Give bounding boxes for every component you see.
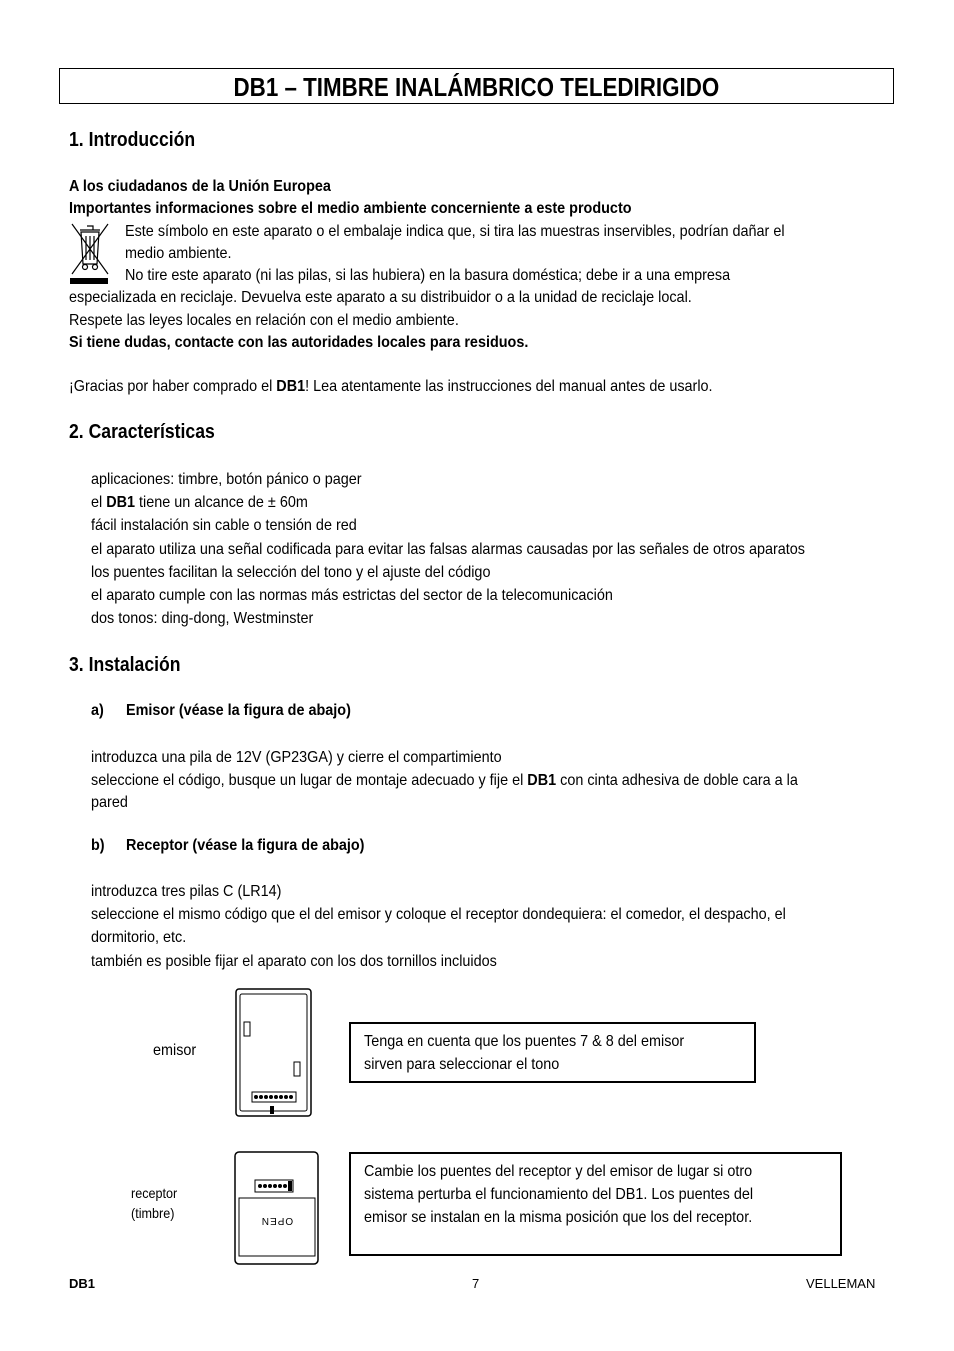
- emitter-step: seleccione el código, busque un lugar de montaje adecuado y fije el DB1 con cinta adhesiva de doble cara a la: [91, 772, 798, 789]
- feature-item: el DB1 tiene un alcance de ± 60m: [91, 494, 308, 511]
- feature-item: fácil instalación sin cable o tensión de red: [91, 517, 357, 534]
- page-title: DB1 – TIMBRE INALÁMBRICO TELEDIRIGIDO: [233, 72, 720, 102]
- feature-item: dos tonos: ding-dong, Westminster: [91, 610, 314, 627]
- contact-authorities-text: Si tiene dudas, contacte con las autoridades locales para residuos.: [69, 334, 529, 351]
- subsection-a-label: a): [91, 702, 104, 719]
- weee-bin-icon: [68, 220, 112, 286]
- feature-item: aplicaciones: timbre, botón pánico o pager: [91, 471, 362, 488]
- page-title-box: [59, 68, 894, 104]
- note-receiver-line1: Cambie los puentes del receptor y del emisor de lugar si otro: [364, 1163, 753, 1180]
- open-label: OPEN: [260, 1215, 294, 1226]
- eu-heading: A los ciudadanos de la Unión Europea: [69, 178, 331, 195]
- emitter-step: pared: [91, 794, 128, 811]
- receiver-step: seleccione el mismo código que el del emisor y coloque el receptor dondequiera: el comedor, el despacho, el: [91, 906, 786, 923]
- note-receiver-line2: sistema perturba el funcionamiento del DB1. Los puentes del: [364, 1186, 754, 1203]
- section-3-heading: 3. Instalación: [69, 654, 181, 676]
- feature-item: el aparato cumple con las normas más estrictas del sector de la telecomunicación: [91, 587, 613, 604]
- symbol-text-line2: medio ambiente.: [125, 245, 232, 262]
- disposal-text-line1: No tire este aparato (ni las pilas, si las hubiera) en la basura doméstica; debe ir a una empresa: [125, 267, 731, 284]
- emitter-step: introduzca una pila de 12V (GP23GA) y cierre el compartimiento: [91, 749, 502, 766]
- receiver-label-sub: (timbre): [131, 1205, 175, 1221]
- emitter-label: emisor: [153, 1042, 197, 1059]
- receiver-step: dormitorio, etc.: [91, 929, 187, 946]
- note-emitter-line2: sirven para seleccionar el tono: [364, 1056, 560, 1073]
- receiver-label: receptor: [131, 1185, 178, 1201]
- disposal-text-line2: especializada en reciclaje. Devuelva este aparato a su distribuidor o a la unidad de reciclaje local.: [69, 289, 692, 306]
- footer-page-number: 7: [472, 1276, 480, 1291]
- receiver-diagram: [233, 1150, 321, 1266]
- environment-heading: Importantes informaciones sobre el medio ambiente concerniente a este producto: [69, 200, 632, 217]
- receiver-step: también es posible fijar el aparato con los dos tornillos incluidos: [91, 953, 497, 970]
- footer-brand: VELLEMAN: [806, 1276, 876, 1291]
- footer-model: DB1: [69, 1276, 96, 1291]
- subsection-b-title: Receptor (véase la figura de abajo): [126, 837, 365, 854]
- feature-item: los puentes facilitan la selección del tono y el ajuste del código: [91, 564, 491, 581]
- laws-text: Respete las leyes locales en relación con el medio ambiente.: [69, 312, 459, 329]
- symbol-text-line1: Este símbolo en este aparato o el embalaje indica que, si tira las muestras inservibles, podrían dañar el: [125, 223, 785, 240]
- receiver-step: introduzca tres pilas C (LR14): [91, 883, 282, 900]
- note-receiver-line3: emisor se instalan en la misma posición que los del receptor.: [364, 1209, 753, 1226]
- thanks-text: ¡Gracias por haber comprado el DB1! Lea atentamente las instrucciones del manual antes de usarlo.: [69, 378, 713, 395]
- emitter-diagram: [234, 988, 314, 1118]
- section-1-heading: 1. Introducción: [69, 129, 196, 151]
- subsection-a-title: Emisor (véase la figura de abajo): [126, 702, 351, 719]
- note-emitter-line1: Tenga en cuenta que los puentes 7 & 8 del emisor: [364, 1033, 685, 1050]
- feature-item: el aparato utiliza una señal codificada para evitar las falsas alarmas causadas por las señales de otros aparatos: [91, 541, 806, 558]
- subsection-b-label: b): [91, 837, 105, 854]
- section-2-heading: 2. Características: [69, 421, 215, 443]
